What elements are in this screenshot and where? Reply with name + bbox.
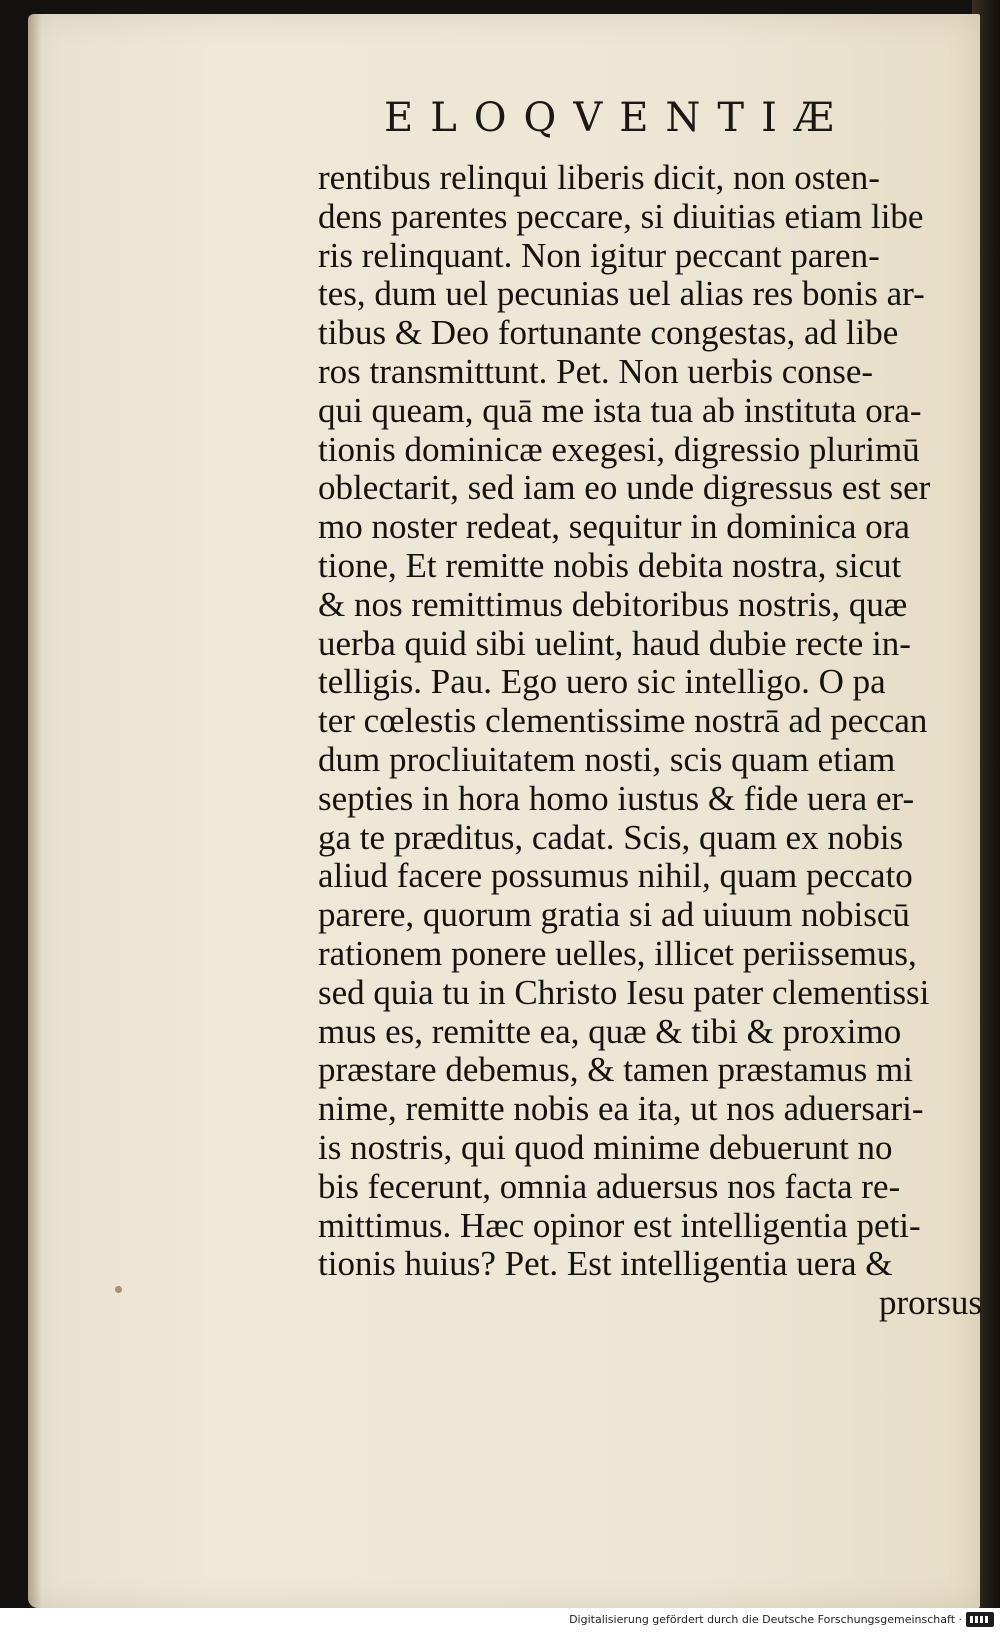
text-line: aliud facere possumus nihil, quam peccato [318,857,913,896]
dfg-logo-icon [966,1612,994,1627]
text-line: mittimus. Hæc opinor est intelligentia peti- [318,1206,921,1245]
text-line: tionis huius? Pet. Est intelligentia uera & [318,1245,893,1284]
text-line: uerba quid sibi uelint, haud dubie recte in- [318,624,911,663]
text-line: tione, Et remitte nobis debita nostra, sicut [318,546,902,585]
page-body-text [318,159,986,1323]
text-line: septies in hora homo iustus & fide uera er- [318,779,915,818]
running-head: ELOQVENTIÆ [384,95,851,141]
text-line: ga te præditus, cadat. Scis, quam ex nobis [318,818,904,857]
footer-bar [0,1608,1000,1632]
text-line: ris relinquant. Non igitur peccant paren- [318,236,880,275]
catchword: prorsus [878,1284,982,1323]
text-line: is nostris, qui quod minime debuerunt no [318,1128,893,1167]
text-line: tes, dum uel pecunias uel alias res bonis ar- [318,275,925,314]
page-edge-shadow [28,14,42,1608]
text-line: dens parentes peccare, si diuitias etiam libe [318,197,924,236]
text-line: oblectarit, sed iam eo unde digressus est ser [318,469,931,508]
text-line: parere, quorum gratia si ad uiuum nobiscū [318,896,910,935]
text-line: ros transmittunt. Pet. Non uerbis conse- [318,352,874,391]
text-line: præstare debemus, & tamen præstamus mi [318,1051,913,1090]
paper-spot [115,1286,122,1293]
text-line: qui queam, quā me ista tua ab instituta ora- [318,391,922,430]
text-line: ter cœlestis clementissime nostrā ad peccan [318,702,928,741]
text-line: bis fecerunt, omnia aduersus nos facta re- [318,1167,901,1206]
text-line: rationem ponere uelles, illicet periissemus, [318,934,917,973]
text-line: nime, remitte nobis ea ita, ut nos aduersari- [318,1090,924,1129]
text-line: tibus & Deo fortunante congestas, ad libe [318,314,899,353]
footer-credit: Digitalisierung gefördert durch die Deutsche Forschungsgemeinschaft · [569,1613,962,1626]
text-line: tionis dominicæ exegesi, digressio plurimū [318,430,920,469]
text-line: dum procliuitatem nosti, scis quam etiam [318,740,896,779]
text-line: rentibus relinqui liberis dicit, non osten- [318,159,880,197]
text-line: telligis. Pau. Ego uero sic intelligo. O pa [318,663,886,702]
text-line: & nos remittimus debitoribus nostris, quæ [318,585,908,624]
text-line: sed quia tu in Christo Iesu pater clementissi [318,973,930,1012]
text-line: mus es, remitte ea, quæ & tibi & proximo [318,1012,902,1051]
text-line: mo noster redeat, sequitur in dominica ora [318,508,910,547]
